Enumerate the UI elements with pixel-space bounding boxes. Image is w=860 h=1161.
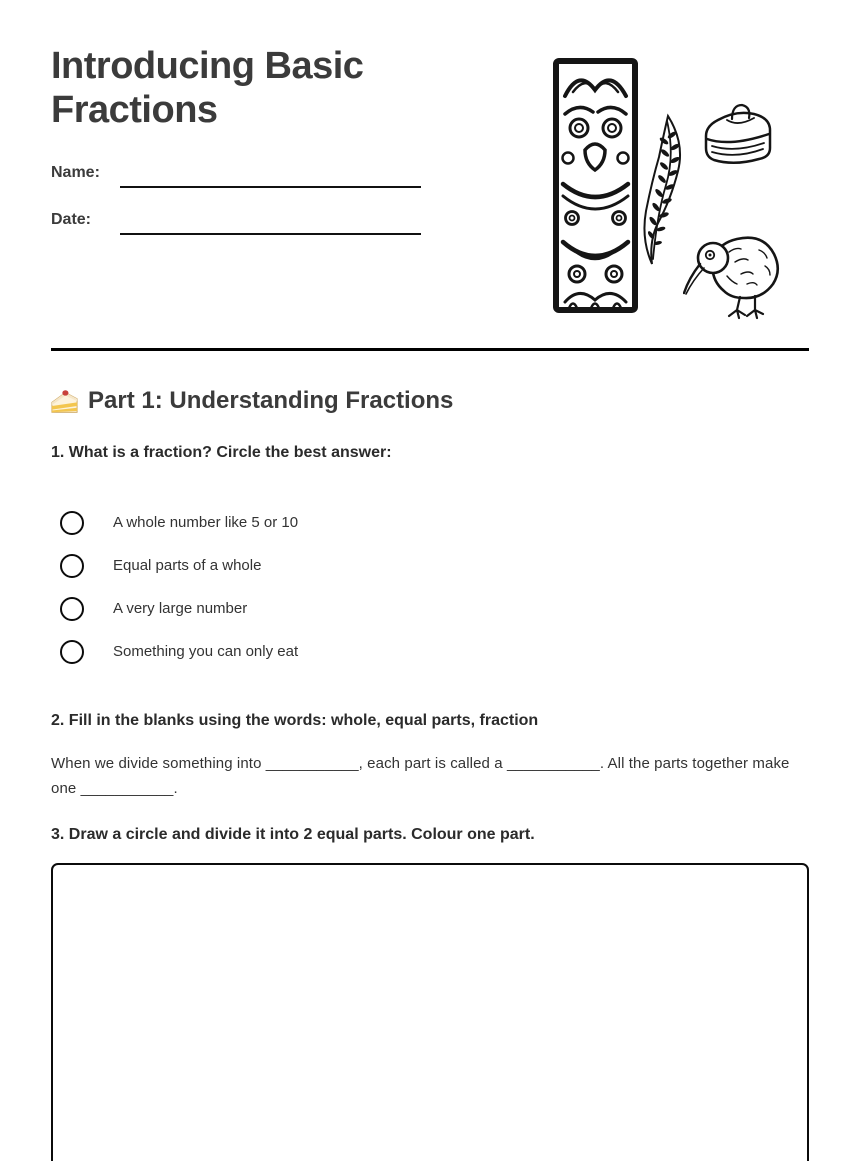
part1-heading	[50, 385, 770, 417]
name-row	[51, 161, 421, 188]
drawing-area-box[interactable]	[51, 863, 809, 1161]
q1-option-4-label: Something you can only eat	[113, 643, 299, 660]
q1-option-row	[60, 640, 298, 664]
question2-fill-in-sentence[interactable]: When we divide something into ___________, each part is called a ___________. All the parts together make one ___________.	[51, 755, 790, 797]
silver-fern-leaf-icon	[638, 113, 688, 268]
q1-option-3-circle[interactable]	[60, 597, 84, 621]
q1-option-2-circle[interactable]	[60, 554, 84, 578]
decorative-illustrations	[550, 55, 790, 325]
cake-slice-sketch-icon	[698, 98, 778, 172]
q1-option-4-circle[interactable]	[60, 640, 84, 664]
maori-pou-carving-icon	[553, 58, 638, 316]
q1-option-row	[60, 597, 247, 621]
part1-heading-text: Part 1: Understanding Fractions	[88, 387, 454, 414]
date-row	[51, 208, 421, 235]
name-label: Name:	[51, 164, 100, 181]
question3-label: 3. Draw a circle and divide it into 2 equal parts. Colour one part.	[51, 826, 535, 843]
page-title: Introducing Basic Fractions	[51, 45, 364, 131]
q1-option-3-label: A very large number	[113, 600, 248, 617]
q1-option-row	[60, 511, 298, 535]
date-label: Date:	[51, 211, 92, 228]
q1-option-1-label: A whole number like 5 or 10	[113, 514, 299, 531]
name-input-line[interactable]	[120, 161, 421, 188]
question2-label: 2. Fill in the blanks using the words: whole, equal parts, fraction	[51, 712, 539, 729]
kiwi-bird-icon	[683, 222, 783, 322]
question1-label: 1. What is a fraction? Circle the best answer:	[51, 444, 392, 461]
date-input-line[interactable]	[120, 208, 421, 235]
section-divider	[51, 348, 809, 351]
q1-option-1-circle[interactable]	[60, 511, 84, 535]
cake-emoji-icon	[50, 388, 79, 415]
q1-option-2-label: Equal parts of a whole	[113, 557, 262, 574]
q1-option-row	[60, 554, 261, 578]
